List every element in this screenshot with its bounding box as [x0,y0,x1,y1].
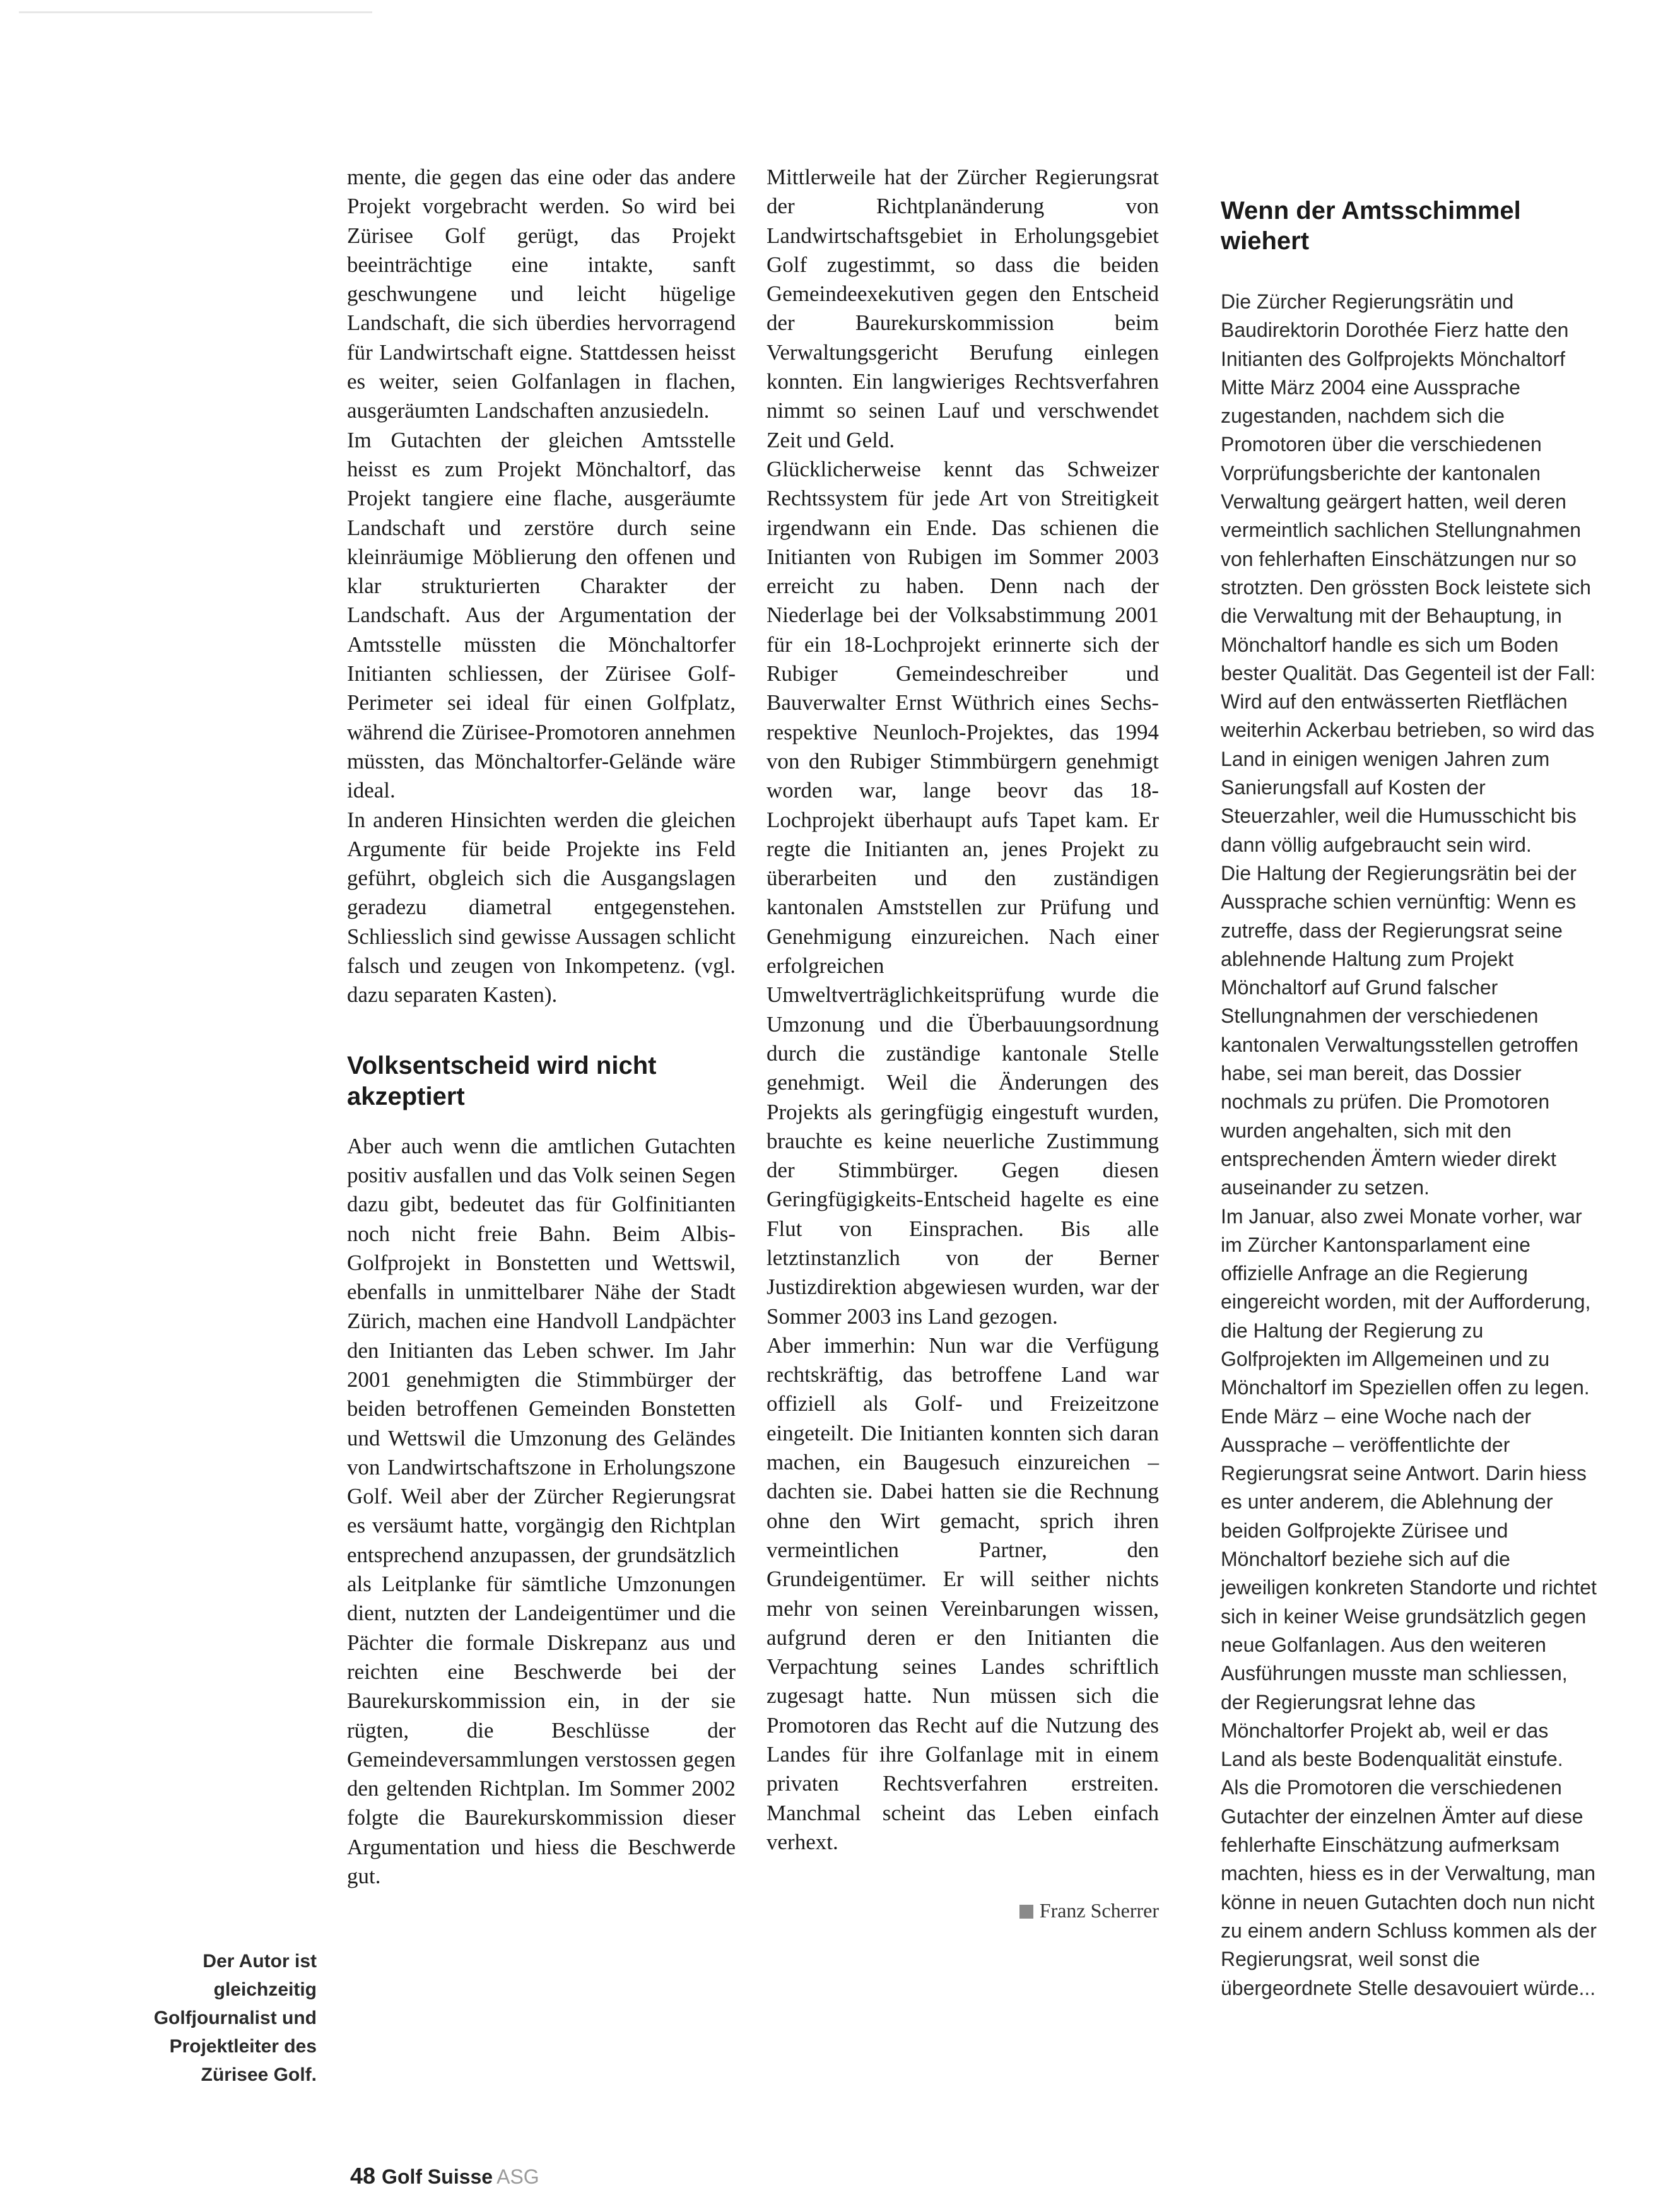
body-paragraph: Aber auch wenn die amtlichen Gutachten positiv ausfallen und das Volk seinen Segen dazu gibt, bedeutet das für Golfinitianten noch nicht freie Bahn. Beim Albis-Golfprojekt in Bonstetten und Wettswil, ebenfalls in unmittelbarer Nähe der Stadt Zürich, machen eine Handvoll Landpächter den Initianten das Leben schwer. Im Jahr 2001 genehmigten die Stimmbürger der beiden betroffenen Gemeinden Bonstetten und Wettswil die Umzonung des Geländes von Landwirtschaftszone in Erholungszone Golf. Weil aber der Zürcher Regierungsrat es versäumt hatte, vorgängig den Richtplan entsprechend anzupassen, der grundsätzlich als Leitplanke für sämtliche Umzonungen dient, nutzten der Landeigentümer und die Pächter die formale Diskrepanz aus und reichten eine Beschwerde bei der Baurekurskommission ein, in der sie rügten, die Beschlüsse der Gemeindeversammlungen verstossen gegen den geltenden Richtplan. Im Sommer 2002 folgte die Baurekurskommission dieser Argumentation und hiess die Beschwerde gut. [347,1133,736,1889]
magazine-name: Golf Suisse [382,2165,493,2188]
box-paragraph: Die Zürcher Regierungsrätin und Baudirektorin Dorothée Fierz hatte den Initianten des Golfprojekts Mönchaltorf Mitte März 2004 eine Aussprache zugestanden, nachdem sich die Promotoren über die verschiedenen Vorprüfungsberichte der kantonalen Verwaltung geärgert hatten, weil deren vermeintlich sachlichen Stellungnahmen von fehlerhaften Einschätzungen nur so strotzten. Den grössten Bock leistete sich die Verwaltung mit der Behauptung, in Mönchaltorf handle es sich um Boden bester Qualität. Das Gegenteil ist der Fall: Wird auf den entwässerten Rietflächen weiterhin Ackerbau betrieben, so wird das Land in einigen wenigen Jahren zum Sanierungsfall auf Kosten der Steuerzahler, weil die Humusschicht bis dann völlig aufgebraucht sein wird. [1221,290,1596,856]
article-column-1 [347,163,736,1891]
body-paragraph: Im Gutachten der gleichen Amtsstelle heisst es zum Projekt Mönchaltorf, das Projekt tangiere eine flache, ausgeräumte Landschaft und zerstöre durch seine kleinräumige Möblierung den offenen und klar strukturierten Charakter der Landschaft. Aus der Argumentation der Amtsstelle müssten die Mönchaltorfer Initianten schliessen, der Zürisee Golf-Perimeter sei ideal für einen Golfplatz, während die Zürisee-Promotoren annehmen müssten, das Mönchaltorfer-Gelände wäre ideal. [347,427,736,803]
magazine-suffix: ASG [496,2165,539,2188]
article-column-2 [766,163,1159,1926]
body-paragraph: Glücklicherweise kennt das Schweizer Rechtssystem für jede Art von Streitigkeit irgendwann ein Ende. Das schienen die Initianten von Rubigen im Sommer 2003 erreicht zu haben. Denn nach der Niederlage bei der Volksabstimmung 2001 für ein 18-Lochprojekt erinnerte sich der Rubiger Gemeindeschreiber und Bauverwalter Ernst Wüthrich eines Sechs- respektive Neunloch-Projektes, das 1994 von den Rubiger Stimmbürgern genehmigt worden war, lange beovr das 18-Lochprojekt überhaupt aufs Tapet kam. Er regte die Initianten an, jenes Projekt zu überarbeiten und den zuständigen kantonalen Amststellen zur Prüfung und Genehmigung einzureichen. Nach einer erfolgreichen Umweltverträglichkeitsprüfung wurde die Umzonung und die Überbauungsordnung durch die zuständige kantonale Stelle genehmigt. Weil die Änderungen des Projekts als geringfügig eingestuft wurden, brauchte es keine neuerliche Zustimmung der Stimmbürger. Gegen diesen Geringfügigkeits-Entscheid hagelte es eine Flut von Einsprachen. Bis alle letztinstanzlich von der Berner Justizdirektion abgewiesen wurden, war der Sommer 2003 ins Land gezogen. [766,456,1159,1329]
box-paragraph: Im Januar, also zwei Monate vorher, war im Zürcher Kantonsparlament eine offizielle Anfrage an die Regierung eingereicht worden, mit der Aufforderung, die Haltung der Regierung zu Golfprojekten im Allgemeinen und zu Mönchaltorf im Speziellen offen zu legen. [1221,1204,1591,1399]
body-paragraph: In anderen Hinsichten werden die gleichen Argumente für beide Projekte ins Feld geführt, obgleich sich die Ausgangslagen geradezu diametral entgegenstehen. Schliesslich sind gewisse Aussagen schlicht falsch und zeugen von Inkompetenz. (vgl. dazu separaten Kasten). [347,807,736,1008]
body-paragraph: Aber immerhin: Nun war die Verfügung rechtskräftig, das betroffene Land war offiziell als Golf- und Freizeitzone eingeteilt. Die Initianten konnten sich daran machen, ein Baugesuch einzureichen – dachten sie. Dabei hatten sie die Rechnung ohne den Wirt gemacht, sprich ihren vermeintlichen Partner, den Grundeigentümer. Er will seither nichts mehr von seinen Vereinbarungen wissen, aufgrund deren er den Initianten die Verpachtung seines Landes schriftlich zugesagt hatte. Nun müssen sich die Promotoren das Recht auf die Nutzung des Landes für ihre Golfanlage mit in einem privaten Rechtsverfahren erstreiten. Manchmal scheint das Leben einfach verhext. [766,1332,1159,1854]
body-paragraph: Mittlerweile hat der Zürcher Regierungsrat der Richtplanänderung von Landwirtschaftsgebiet in Erholungsgebiet Golf zugestimmt, so dass die beiden Gemeindeexekutiven gegen den Entscheid der Baurekurskommission beim Verwaltungsgericht Berufung einlegen konnten. Ein langwieriges Rechtsverfahren nimmt so seinen Lauf und verschwendet Zeit und Geld. [766,165,1159,452]
box-paragraph: Ende März – eine Woche nach der Aussprache – veröffentlichte der Regierungsrat seine Antwort. Darin hiess es unter anderem, die Ablehnung der beiden Golfprojekte Zürisee und Mönchaltorf beziehe sich auf die jeweiligen konkreten Standorte und richtet sich in keiner Weise grundsätzlich gegen neue Golfanlagen. Aus den weiteren Ausführungen musste man schliessen, der Regierungsrat lehne das Mönchaltorfer Projekt ab, weil er das Land als beste Bodenqualität einstufe. [1221,1404,1597,1771]
sidebar-box [1221,196,1598,2003]
page-footer [350,2163,539,2189]
author-name: Franz Scherrer [1039,1899,1159,1922]
section-heading: Volksentscheid wird nicht akzeptiert [347,1051,657,1110]
box-paragraph: Als die Promotoren die verschiedenen Gutachter der einzelnen Ämter auf diese fehlerhafte Einschätzung aufmerksam machten, hiess es in der Verwaltung, man könne in neuen Gutachten doch nun nicht zu einem andern Schluss kommen als der Regierungsrat, weil sonst die übergeordnete Stelle desavouiert würde... [1221,1776,1597,1999]
page-number: 48 [350,2163,376,2189]
square-bullet-icon [1019,1905,1033,1919]
author-note: Der Autor ist gleichzeitig Golfjournalist und Projektleiter des Zürisee Golf. [153,1951,317,2085]
author-byline [766,1896,1159,1925]
box-paragraph: Die Haltung der Regierungsrätin bei der Aussprache schien vernünftig: Wenn es zutreffe, dass der Regierungsrat seine ablehnende Haltung zum Projekt Mönchaltorf auf Grund falscher Stellungnahmen der verschiedenen kantonalen Verwaltungsstellen getroffen habe, sei man bereit, das Dossier nochmals zu prüfen. Die Promotoren wurden angehalten, sich mit den entsprechenden Ämtern wieder direkt auseinander zu setzen. [1221,861,1578,1199]
box-heading: Wenn der Amtsschimmel wiehert [1221,197,1521,255]
scan-artifact [19,11,372,13]
body-paragraph: mente, die gegen das eine oder das andere Projekt vorgebracht werden. So wird bei Zürisee Golf gerügt, das Projekt beeinträchtige eine intakte, sanft geschwungene und leicht hügelige Landschaft, die sich überdies hervorragend für Landwirtschaft eigne. Stattdessen heisst es weiter, seien Golfanlagen in flachen, ausgeräumten Landschaften anzusiedeln. [347,165,736,423]
